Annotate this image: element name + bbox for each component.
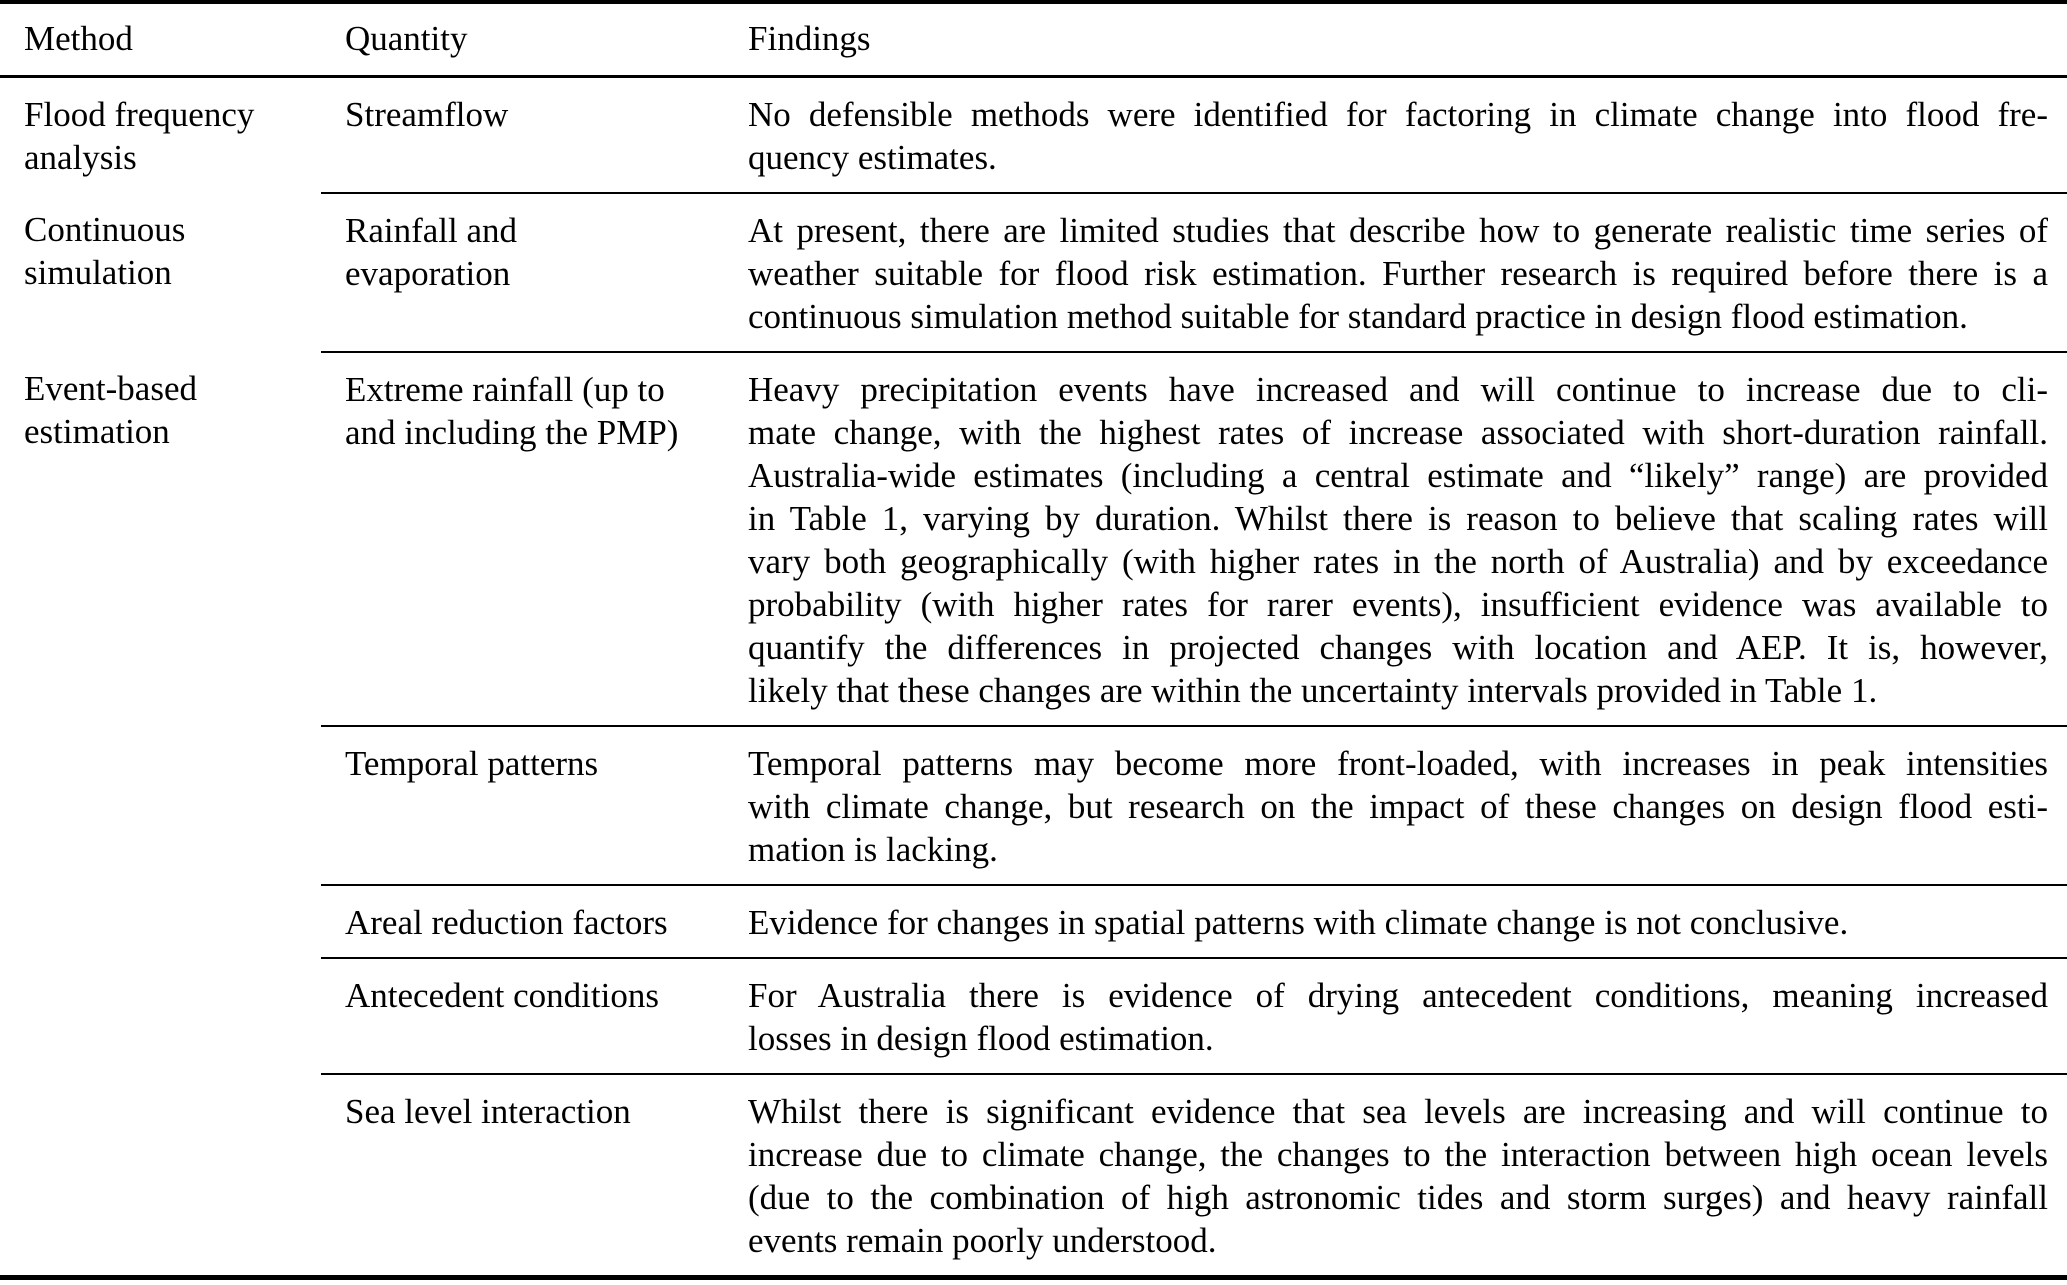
column-header-quantity: Quantity <box>321 2 735 77</box>
findings-line: Heavy precipitation events have increased and will continue to increase due to cli- <box>748 370 2048 409</box>
findings-cell <box>735 885 2067 958</box>
findings-line: mation is lacking. <box>748 830 998 869</box>
quantity-line: Sea level interaction <box>345 1092 631 1131</box>
method-cell <box>0 193 321 352</box>
quantity-cell <box>321 352 735 726</box>
findings-line: At present, there are limited studies that describe how to generate realistic time series of <box>748 211 2048 250</box>
method-line: Continuous <box>24 210 186 249</box>
findings-line: No defensible methods were identified for factoring in climate change into flood fre- <box>748 95 2048 134</box>
table-row <box>0 193 2067 352</box>
quantity-line: Extreme rainfall (up to <box>345 370 665 409</box>
table-row <box>0 352 2067 726</box>
findings-cell <box>735 1074 2067 1278</box>
findings-cell <box>735 77 2067 194</box>
findings-line: For Australia there is evidence of drying antecedent conditions, meaning increased <box>748 976 2048 1015</box>
findings-line: likely that these changes are within the uncertainty intervals provided in Table 1. <box>748 671 1878 710</box>
findings-line: increase due to climate change, the changes to the interaction between high ocean levels <box>748 1135 2048 1174</box>
method-line: analysis <box>24 138 137 177</box>
method-cell <box>0 352 321 1278</box>
quantity-cell <box>321 77 735 194</box>
quantity-cell <box>321 958 735 1074</box>
quantity-cell <box>321 1074 735 1278</box>
findings-line: events remain poorly understood. <box>748 1221 1217 1260</box>
table-header <box>0 2 2067 77</box>
quantity-line: Streamflow <box>345 95 509 134</box>
quantity-line: Rainfall and <box>345 211 518 250</box>
findings-cell <box>735 193 2067 352</box>
findings-line: Temporal patterns may become more front-loaded, with increases in peak intensities <box>748 744 2048 783</box>
quantity-line: and including the PMP) <box>345 413 679 452</box>
header-row <box>0 2 2067 77</box>
method-line: simulation <box>24 253 172 292</box>
findings-line: losses in design flood estimation. <box>748 1019 1214 1058</box>
quantity-line: Temporal patterns <box>345 744 599 783</box>
quantity-line: Areal reduction factors <box>345 903 668 942</box>
method-line: Flood frequency <box>24 95 255 134</box>
method-cell <box>0 77 321 194</box>
findings-line: in Table 1, varying by duration. Whilst there is reason to believe that scaling rates will <box>748 499 2048 538</box>
quantity-cell <box>321 193 735 352</box>
column-header-findings: Findings <box>735 2 2067 77</box>
findings-line: quantify the differences in projected changes with location and AEP. It is, however, <box>748 628 2048 667</box>
findings-line: weather suitable for flood risk estimation. Further research is required before there is a <box>748 254 2048 293</box>
quantity-cell <box>321 726 735 885</box>
method-line: estimation <box>24 412 170 451</box>
findings-line: Whilst there is significant evidence that sea levels are increasing and will continue to <box>748 1092 2048 1131</box>
findings-line: probability (with higher rates for rarer events), insufficient evidence was available to <box>748 585 2048 624</box>
table-body <box>0 77 2067 1278</box>
findings-line: Australia-wide estimates (including a central estimate and “likely” range) are provided <box>748 456 2048 495</box>
column-header-method: Method <box>0 2 321 77</box>
findings-line: with climate change, but research on the impact of these changes on design flood esti- <box>748 787 2048 826</box>
findings-cell <box>735 958 2067 1074</box>
findings-line: mate change, with the highest rates of increase associated with short-duration rainfall. <box>748 413 2048 452</box>
findings-line: continuous simulation method suitable for standard practice in design flood estimation. <box>748 297 1968 336</box>
quantity-line: evaporation <box>345 254 511 293</box>
findings-line: quency estimates. <box>748 138 997 177</box>
findings-line: (due to the combination of high astronomic tides and storm surges) and heavy rainfall <box>748 1178 2048 1217</box>
method-line: Event-based <box>24 369 197 408</box>
quantity-line: Antecedent conditions <box>345 976 659 1015</box>
quantity-cell <box>321 885 735 958</box>
findings-line: vary both geographically (with higher rates in the north of Australia) and by exceedance <box>748 542 2048 581</box>
findings-line: Evidence for changes in spatial patterns with climate change is not conclusive. <box>748 903 1849 942</box>
findings-cell <box>735 352 2067 726</box>
table-row <box>0 77 2067 194</box>
findings-cell <box>735 726 2067 885</box>
